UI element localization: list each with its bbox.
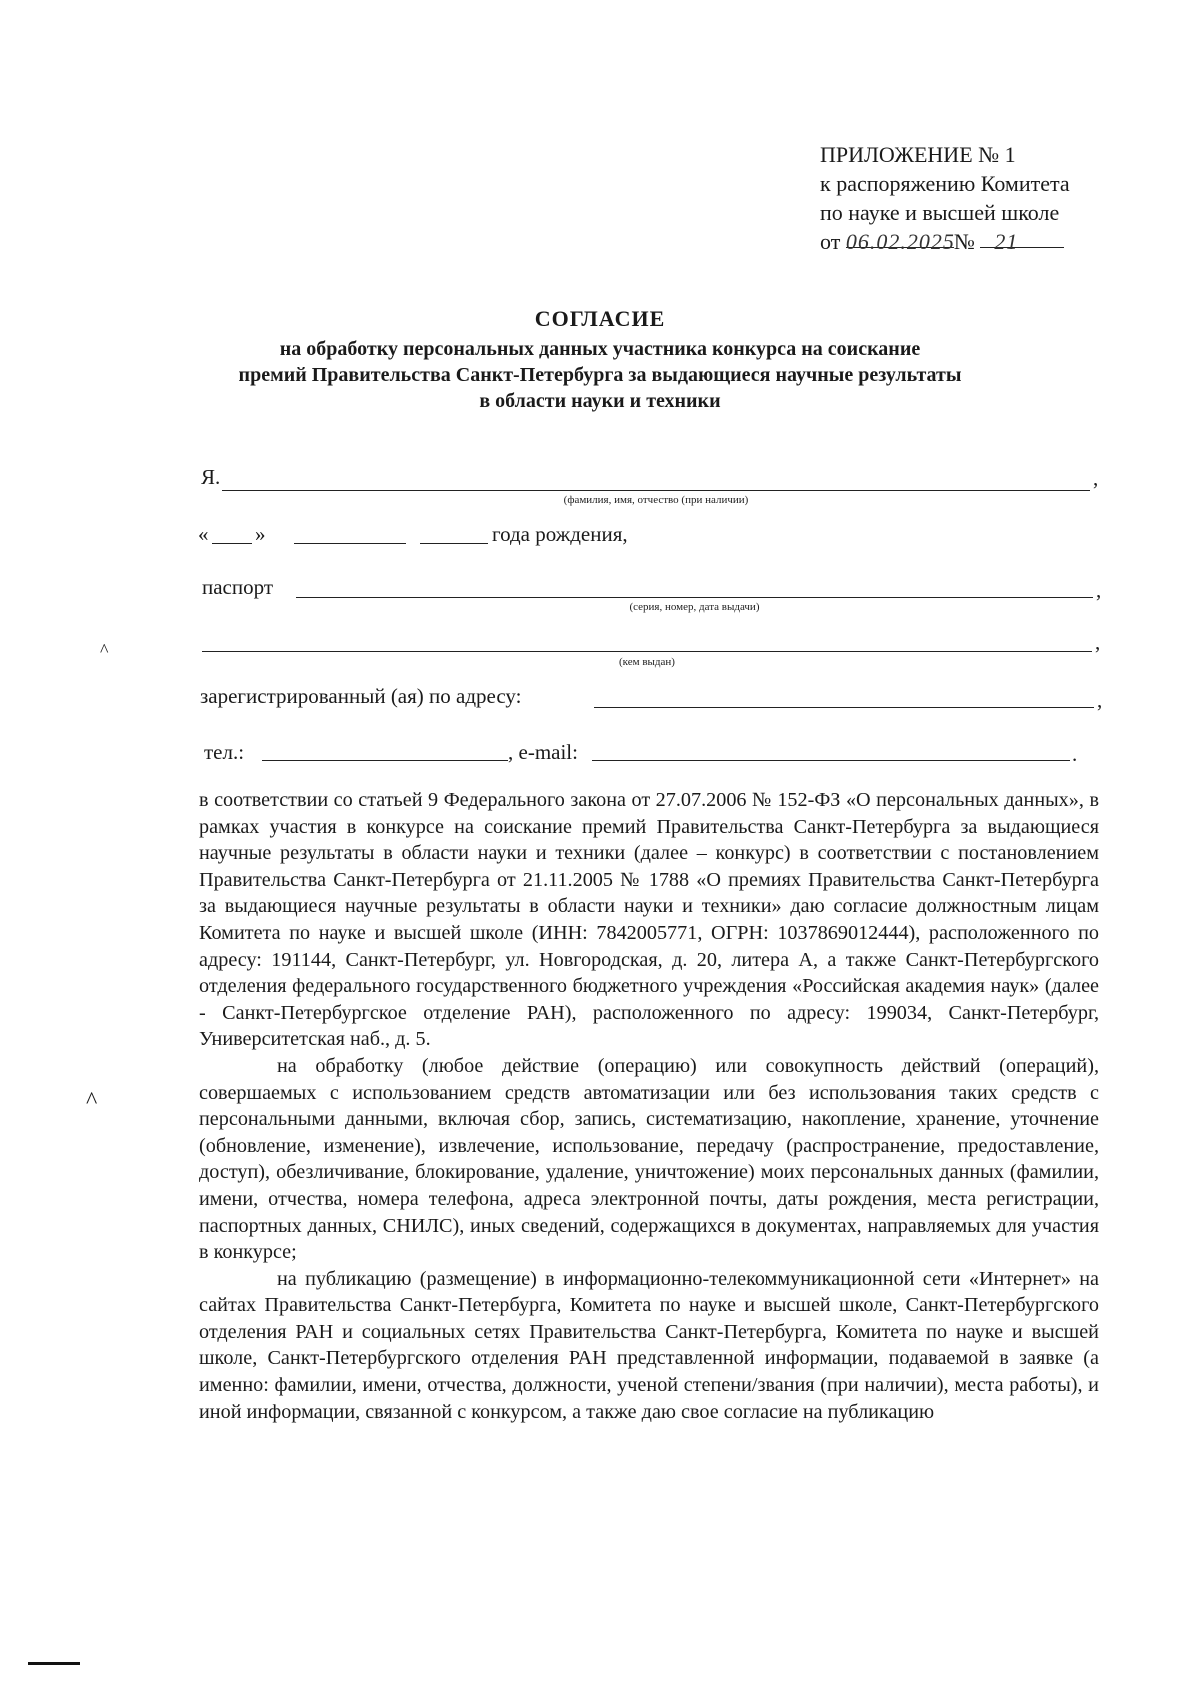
document-subtitle <box>0 336 1200 414</box>
phone-field[interactable] <box>262 760 508 761</box>
date-handwritten: 06.02.2025 <box>845 229 955 254</box>
scan-mark-icon: ^ <box>86 1088 98 1114</box>
date-field <box>845 227 955 254</box>
birth-year-field[interactable] <box>420 543 488 544</box>
appendix-date-line <box>820 227 1070 256</box>
birth-day-open-quote: « <box>198 522 209 546</box>
email-label: , e-mail: <box>508 740 578 764</box>
email-period: . <box>1072 742 1078 766</box>
issued-by-comma: , <box>1095 630 1101 654</box>
passport-hint: (серия, номер, дата выдачи) <box>629 601 760 613</box>
subtitle-line-3: в области науки и техники <box>479 390 721 412</box>
paragraph-publication: на публикацию (размещение) в информационно-телекоммуникационной сети «Интернет» на сайтах Правительства Санкт-Петербурга, Комитета по науке и высшей школе, Санкт-Петербургского отделения РАН и социальных сетях Правительства Санкт-Петербурга, Комитета по науке и высшей школе, Санкт-Петербургского отделения РАН представленной информации, подаваемой в заявке (а именно: фамилии, имени, отчества, должности, ученой степени/звания (при наличии), места работы), и иной информации, связанной с конкурсом, а также даю свое согласие на публикацию <box>199 1267 1099 1423</box>
birth-day-field[interactable] <box>212 543 252 544</box>
document-title: СОГЛАСИЕ <box>534 306 666 331</box>
issued-by-field[interactable] <box>202 651 1092 652</box>
appendix-block <box>820 140 1070 256</box>
scan-line-mark <box>28 1662 80 1665</box>
birth-label: года рождения, <box>492 522 628 546</box>
number-handwritten: 21 <box>994 229 1019 254</box>
scan-mark-icon: ^ <box>100 640 109 660</box>
address-field[interactable] <box>594 707 1094 708</box>
subtitle-line-1: на обработку персональных данных участника конкурса на соискание <box>279 338 921 360</box>
paragraph-processing: на обработку (любое действие (операцию) или совокупность действий (операций), совершаемых с использованием средств автоматизации или без использования таких средств с персональными данными, включая сбор, запись, систематизацию, накопление, хранение, уточнение (обновление, изменение), извлечение, использование, передачу (распространение, предоставление, доступ), обезличивание, блокирование, удаление, уничтожение) моих персональных данных (фамилии, имени, отчества, номера телефона, адреса электронной почты, даты рождения, места регистрации, паспортных данных, СНИЛС), иных сведений, содержащихся в документах, направляемых для участия в конкурсе; <box>199 1054 1099 1264</box>
name-comma: , <box>1093 466 1099 490</box>
passport-field[interactable] <box>296 597 1093 598</box>
consent-body <box>199 787 1099 1425</box>
date-prefix: от <box>820 229 841 254</box>
i-label: Я. <box>201 465 221 489</box>
address-comma: , <box>1097 688 1103 712</box>
appendix-title: ПРИЛОЖЕНИЕ № 1 <box>820 142 1016 167</box>
number-field <box>980 227 1064 254</box>
appendix-line-order: к распоряжению Комитета <box>820 171 1070 196</box>
phone-label: тел.: <box>204 740 245 764</box>
number-prefix: № <box>953 229 975 254</box>
issued-by-hint: (кем выдан) <box>619 656 675 668</box>
passport-comma: , <box>1096 578 1102 602</box>
paragraph-legal-basis: в соответствии со статьей 9 Федерального закона от 27.07.2006 № 152-ФЗ «О персональных данных», в рамках участия в конкурсе на соискание премий Правительства Санкт-Петербурга за выдающиеся научные результаты в области науки и техники (далее – конкурс) в соответствии с постановлением Правительства Санкт-Петербурга от 21.11.2005 № 1788 «О премиях Правительства Санкт-Петербурга за выдающиеся научные результаты в области науки и техники» даю согласие должностным лицам Комитета по науке и высшей школе (ИНН: 7842005771, ОГРН: 1037869012444), расположенного по адресу: 191144, Санкт-Петербург, ул. Новгородская, д. 20, литера А, а также Санкт-Петербургского отделения федерального государственного бюджетного учреждения «Российская академия наук» (далее - Санкт-Петербургское отделение РАН), расположенного по адресу: 199034, Санкт-Петербург, Университетская наб., д. 5. <box>199 789 1099 1051</box>
subtitle-line-2: премий Правительства Санкт-Петербурга за выдающиеся научные результаты <box>238 364 962 386</box>
birth-day-close-quote: » <box>255 522 266 546</box>
name-field[interactable] <box>222 490 1090 491</box>
address-label: зарегистрированный (ая) по адресу: <box>200 684 522 708</box>
email-field[interactable] <box>592 760 1070 761</box>
appendix-line-committee: по науке и высшей школе <box>820 200 1060 225</box>
passport-label: паспорт <box>202 575 274 599</box>
birth-month-field[interactable] <box>294 543 406 544</box>
name-hint: (фамилия, имя, отчество (при наличии) <box>563 494 749 506</box>
